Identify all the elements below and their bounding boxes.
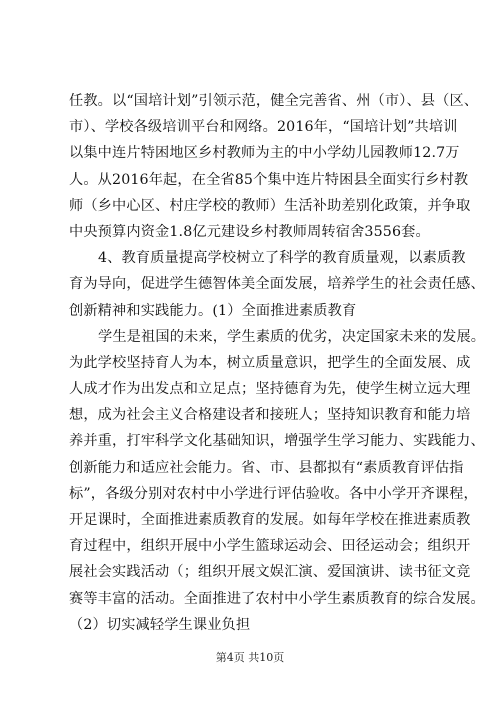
text-line: 人成才作为出发点和立足点；坚持德育为先，使学生树立远大理 [69, 381, 471, 398]
text-line: 创新精神和实践能力。(1）全面推进素质教育 [69, 302, 357, 319]
text-line: 人。从2016年起，在全省85个集中连片特困县全面实行乡村教 [69, 171, 469, 188]
text-line: 任教。以“国培计划”引领示范，健全完善省、州（市）、县（区、 [69, 93, 479, 109]
text-line: 市）、学校各级培训平台和网络。2016年，“国培计划”共培训 [69, 119, 458, 136]
text-line: 想，成为社会主义合格建设者和接班人；坚持知识教育和能力培 [69, 407, 471, 424]
text-line: 标”，各级分别对农村中小学进行评估验收。各中小学开齐课程， [69, 485, 478, 502]
section-heading: （2）切实减轻学生课业负担 [69, 616, 251, 633]
text-line: 以集中连片特困地区乡村教师为主的中小学幼儿园教师12.7万 [69, 145, 460, 162]
text-line: 中央预算内资金1.8亿元建设乡村教师周转宿舍3556套。 [69, 223, 430, 240]
text-line: 养并重，打牢科学文化基础知识，增强学生学习能力、实践能力、 [69, 433, 485, 450]
page-number-footer: 第4页 共10页 [215, 651, 285, 664]
text-line: 育为导向，促进学生德智体美全面发展，培养学生的社会责任感、 [69, 276, 485, 293]
text-line: 展社会实践活动（；组织开展文娱汇演、爱国演讲、读书征文竞 [69, 564, 471, 581]
text-line: 师（乡中心区、村庄学校的教师）生活补助差别化政策，并争取 [69, 197, 471, 214]
text-line: 育过程中，组织开展中小学生篮球运动会、田径运动会；组织开 [69, 538, 471, 555]
text-line: 为此学校坚持育人为本，树立质量意识，把学生的全面发展、成 [69, 354, 471, 371]
text-line: 创新能力和适应社会能力。省、市、县都拟有“素质教育评估指 [69, 459, 464, 476]
text-line: 学生是祖国的未来，学生素质的优劣，决定国家未来的发展。 [98, 328, 486, 345]
text-line: 赛等丰富的活动。全面推进了农村中小学生素质教育的综合发展。 [69, 590, 485, 607]
text-line: 4、教育质量提高学校树立了科学的教育质量观，以素质教 [98, 250, 466, 267]
text-line: 开足课时，全面推进素质教育的发展。如每年学校在推进素质教 [69, 512, 471, 528]
document-body [69, 88, 486, 638]
